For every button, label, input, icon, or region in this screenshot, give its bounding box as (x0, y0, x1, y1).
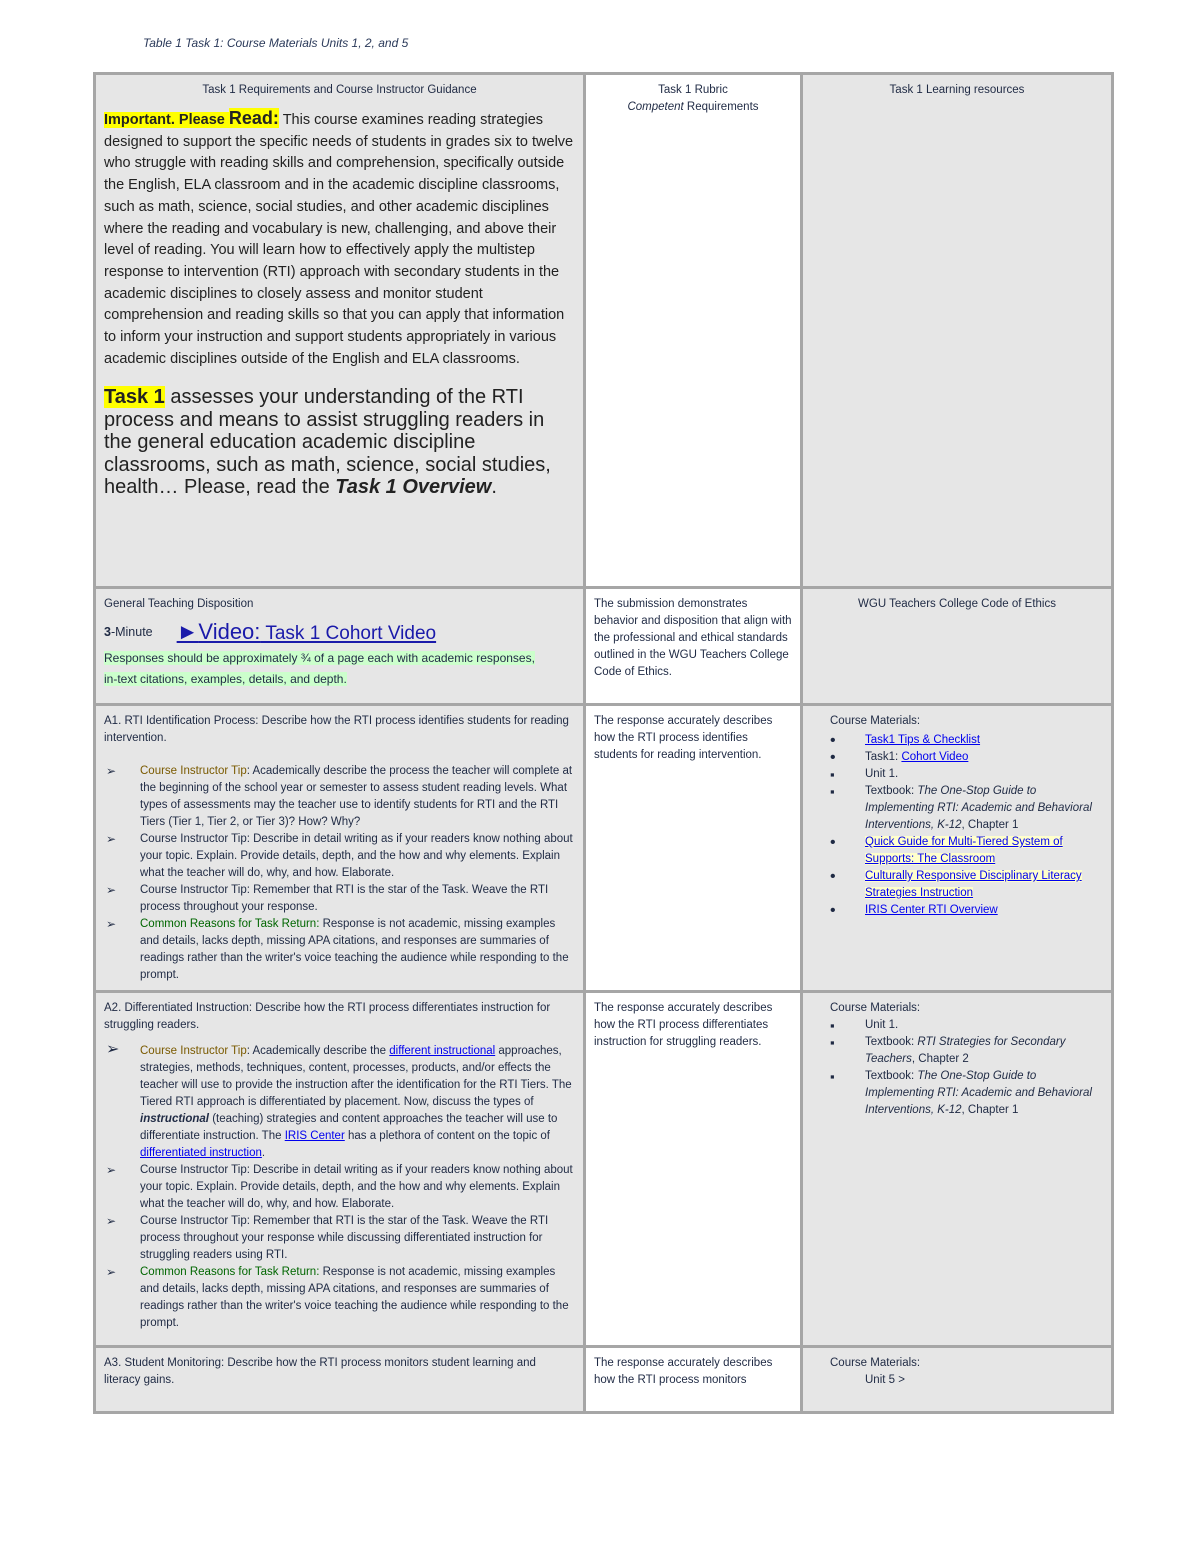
a1-title: A1. RTI Identification Process: Describe how the RTI process identifies students for reading intervention. (104, 715, 569, 744)
a1-resources-title: Course Materials: (830, 715, 921, 727)
read-label: Read: (228, 108, 279, 128)
list-item (830, 902, 1103, 919)
different-instructional-link[interactable]: different instructional (389, 1045, 496, 1057)
disposition-cell (95, 588, 585, 705)
disposition-rubric-cell (585, 588, 802, 705)
task-overview: Task 1 Overview (335, 476, 492, 499)
table-row-a3 (95, 1347, 1113, 1413)
disposition-rubric: The submission demonstrates behavior and disposition that align with the professional and ethical standards outlined in the WGU Teachers College Code of Ethics. (594, 598, 792, 678)
disposition-resource-cell (802, 588, 1113, 705)
a1-rubric-cell (585, 705, 802, 992)
square-bullet-icon: ▪ (830, 1035, 835, 1050)
table-row-disposition (95, 588, 1113, 705)
list-item: ➢ Course Instructor Tip: Describe in detail writing as if your readers know nothing about your topic. Explain. Provide details, depth, and the how and why elements. Explain what the teacher will do, why, and how. Elaborate. (106, 1163, 573, 1210)
list-item: ▪ Unit 1. (830, 767, 899, 782)
bullet-icon: • (830, 902, 836, 919)
arrow-bullet-icon: ➢ (106, 764, 117, 778)
intro-text: This course examines reading strategies designed to support the specific needs of students in grades six to twelve who struggle with reading skills and comprehension, specifically outside the English, ELA classroom and in the academic discipline classrooms, such as math, science, social studies, and other academic disciplines where the reading and vocabulary is new, challenging, and above their level of reading. You will learn how to effectively apply the multistep response to intervention (RTI) approach with secondary students in the academic disciplines to closely assess and monitor student comprehension and reading skills so that you can apply that information to inform your instruction and support students appropriately in various academic disciplines outside of the English and ELA classrooms. (104, 112, 574, 367)
a3-rubric-cell (585, 1347, 802, 1413)
list-item: ▪ Textbook: RTI Strategies for Secondary Teachers, Chapter 2 (830, 1035, 1066, 1065)
bullet-icon: • (830, 868, 836, 885)
rubric-header-cell (585, 74, 802, 588)
task-text: assesses your understanding of the RTI process and means to assist struggling readers in the general education academic discipline classrooms, such as math, science, social studies, health… Please, (104, 386, 551, 499)
a1-rubric: The response accurately describes how the RTI process identifies students for reading intervention. (594, 715, 773, 761)
culturally-responsive-link[interactable]: Culturally Responsive Disciplinary Literacy Strategies Instruction (865, 870, 1082, 899)
a1-tips-list (104, 763, 575, 984)
a2-requirements-cell (95, 992, 585, 1347)
arrow-bullet-icon: ➢ (106, 1214, 117, 1228)
arrow-bullet-icon: ➢ (106, 832, 117, 846)
important-label: Important. Please (104, 112, 229, 128)
list-item: ▪ Unit 1. (830, 1018, 899, 1033)
a2-title: A2. Differentiated Instruction: Describe how the RTI process differentiates instruction for struggling readers. (104, 1002, 551, 1031)
a3-requirements-cell (95, 1347, 585, 1413)
list-item (830, 834, 1103, 868)
list-item: • Task1: Cohort Video (830, 749, 969, 766)
cohort-video-link[interactable]: ►Video: Task 1 Cohort Video (176, 619, 437, 644)
list-item: ➢ Course Instructor Tip: Academically describe the different instructional approaches, strategies, methods, techniques, content, processes, products, and/or effects the teacher will use to provide the instruction after the identification for the RTI Tiers. The Tiered RTI approach is differentiated by placement. Now, discuss the types of instructional (teaching) strategies and content approaches the teacher will use to differentiate instruction. The IRIS Center has a plethora of content on the topic of differentiated instruction. (106, 1041, 572, 1159)
list-item: ▪ Textbook: The One-Stop Guide to Implementing RTI: Academic and Behavioral Interventions, K-12, Chapter 1 (830, 1069, 1092, 1116)
table-row-a2 (95, 992, 1113, 1347)
arrow-bullet-icon: ➢ (106, 1265, 117, 1279)
bullet-icon: • (830, 834, 836, 851)
square-bullet-icon: ▪ (830, 784, 835, 799)
arrow-bullet-icon: ➢ (106, 1041, 120, 1058)
intro-paragraph (104, 108, 575, 370)
a1-requirements-cell (95, 705, 585, 992)
column-header-resources: Task 1 Learning resources (889, 84, 1025, 96)
responses-note: Responses should be approximately ¾ of a page each with academic responses, in-text citations, examples, details, and depth. (104, 651, 535, 686)
a3-title: A3. Student Monitoring: Describe how the RTI process monitors student learning and literacy gains. (104, 1357, 536, 1386)
requirements-cell (95, 74, 585, 588)
arrow-bullet-icon: ➢ (106, 1163, 117, 1177)
square-bullet-icon: ▪ (830, 1069, 835, 1084)
a2-resources-title: Course Materials: (830, 1002, 921, 1014)
task1-tips-link[interactable]: Task1 Tips & Checklist (865, 734, 981, 746)
iris-center-link[interactable]: IRIS Center (284, 1130, 345, 1142)
play-icon: ► (176, 619, 199, 644)
a2-tips-list (104, 1043, 575, 1332)
square-bullet-icon: ▪ (830, 1018, 835, 1033)
list-item: ➢ Common Reasons for Task Return: Response is not academic, missing examples and details, lacks depth, missing APA citations, and responses are summaries of readings rather than the writer's voice teaching the audience while responding to the prompt. (106, 917, 569, 981)
disposition-title: General Teaching Disposition (104, 598, 254, 610)
list-item: ➢ Course Instructor Tip: Remember that RTI is the star of the Task. Weave the RTI process throughout your response while discussing differentiated instruction for struggling readers using RTI. (106, 1214, 549, 1261)
a3-resources-title: Course Materials: (830, 1357, 921, 1369)
iris-overview-link[interactable]: IRIS Center RTI Overview (865, 904, 998, 916)
task-read: read the (256, 476, 336, 499)
video-line (104, 619, 575, 644)
list-item (830, 868, 1103, 902)
task-end: . (491, 476, 497, 499)
differentiated-instruction-link[interactable]: differentiated instruction (140, 1147, 262, 1159)
course-materials-table (93, 72, 1114, 1414)
a1-resources-list (830, 732, 1103, 919)
a3-resources-cell (802, 1347, 1113, 1413)
a2-resources-list (830, 1017, 1103, 1119)
list-item: ▪ Textbook: The One-Stop Guide to Implementing RTI: Academic and Behavioral Interventions, K-12, Chapter 1 (830, 784, 1092, 831)
table-row-intro (95, 74, 1113, 588)
minute-label: 3-Minute (104, 625, 153, 639)
a1-resources-cell (802, 705, 1113, 992)
list-item: ➢ Course Instructor Tip: Remember that RTI is the star of the Task. Weave the RTI process throughout your response. (106, 883, 549, 913)
list-item: ➢ Course Instructor Tip: Describe in detail writing as if your readers know nothing about your topic. Explain. Provide details, depth, and the how and why elements. Explain what the teacher will do, why, and how. Elaborate. (106, 832, 573, 879)
a2-resources-cell (802, 992, 1113, 1347)
resources-header-cell (802, 74, 1113, 588)
rubric-header-line1: Task 1 Rubric (658, 84, 728, 96)
table-caption: Table 1 Task 1: Course Materials Units 1, 2, and 5 (143, 36, 409, 50)
column-header-rubric (594, 82, 792, 116)
rubric-header-italic: Competent (627, 101, 684, 113)
a2-rubric-cell (585, 992, 802, 1347)
square-bullet-icon: ▪ (830, 767, 835, 782)
cohort-video-link[interactable]: Cohort Video (901, 751, 969, 763)
a3-resource-unit5: Unit 5 > (865, 1374, 905, 1386)
rubric-header-rest: Requirements (683, 101, 759, 113)
code-of-ethics-resource: WGU Teachers College Code of Ethics (858, 598, 1056, 610)
arrow-bullet-icon: ➢ (106, 883, 117, 897)
list-item: ➢ Course Instructor Tip: Academically describe the process the teacher will complete at the beginning of the school year or semester to assess student reading levels. What types of assessments may the teacher use to identify students for RTI and the RTI Tiers (Tier 1, Tier 2, or Tier 3)? How? Why? (106, 764, 573, 828)
task-label: Task 1 (104, 386, 165, 409)
list-item (830, 732, 1103, 749)
a3-rubric: The response accurately describes how the RTI process monitors (594, 1357, 773, 1386)
task-paragraph (104, 386, 575, 499)
mtss-guide-link[interactable]: Quick Guide for Multi-Tiered System of Supports: The Classroom (865, 836, 1063, 865)
a2-rubric: The response accurately describes how the RTI process differentiates instruction for struggling readers. (594, 1002, 773, 1048)
list-item: ➢ Common Reasons for Task Return: Response is not academic, missing examples and details, lacks depth, missing APA citations, and responses are summaries of readings rather than the writer's voice teaching the audience while responding to the prompt. (106, 1265, 569, 1329)
column-header-requirements: Task 1 Requirements and Course Instructor Guidance (202, 84, 477, 96)
table-row-a1 (95, 705, 1113, 992)
bullet-icon: • (830, 732, 836, 749)
arrow-bullet-icon: ➢ (106, 917, 117, 931)
bullet-icon: • (830, 749, 836, 766)
